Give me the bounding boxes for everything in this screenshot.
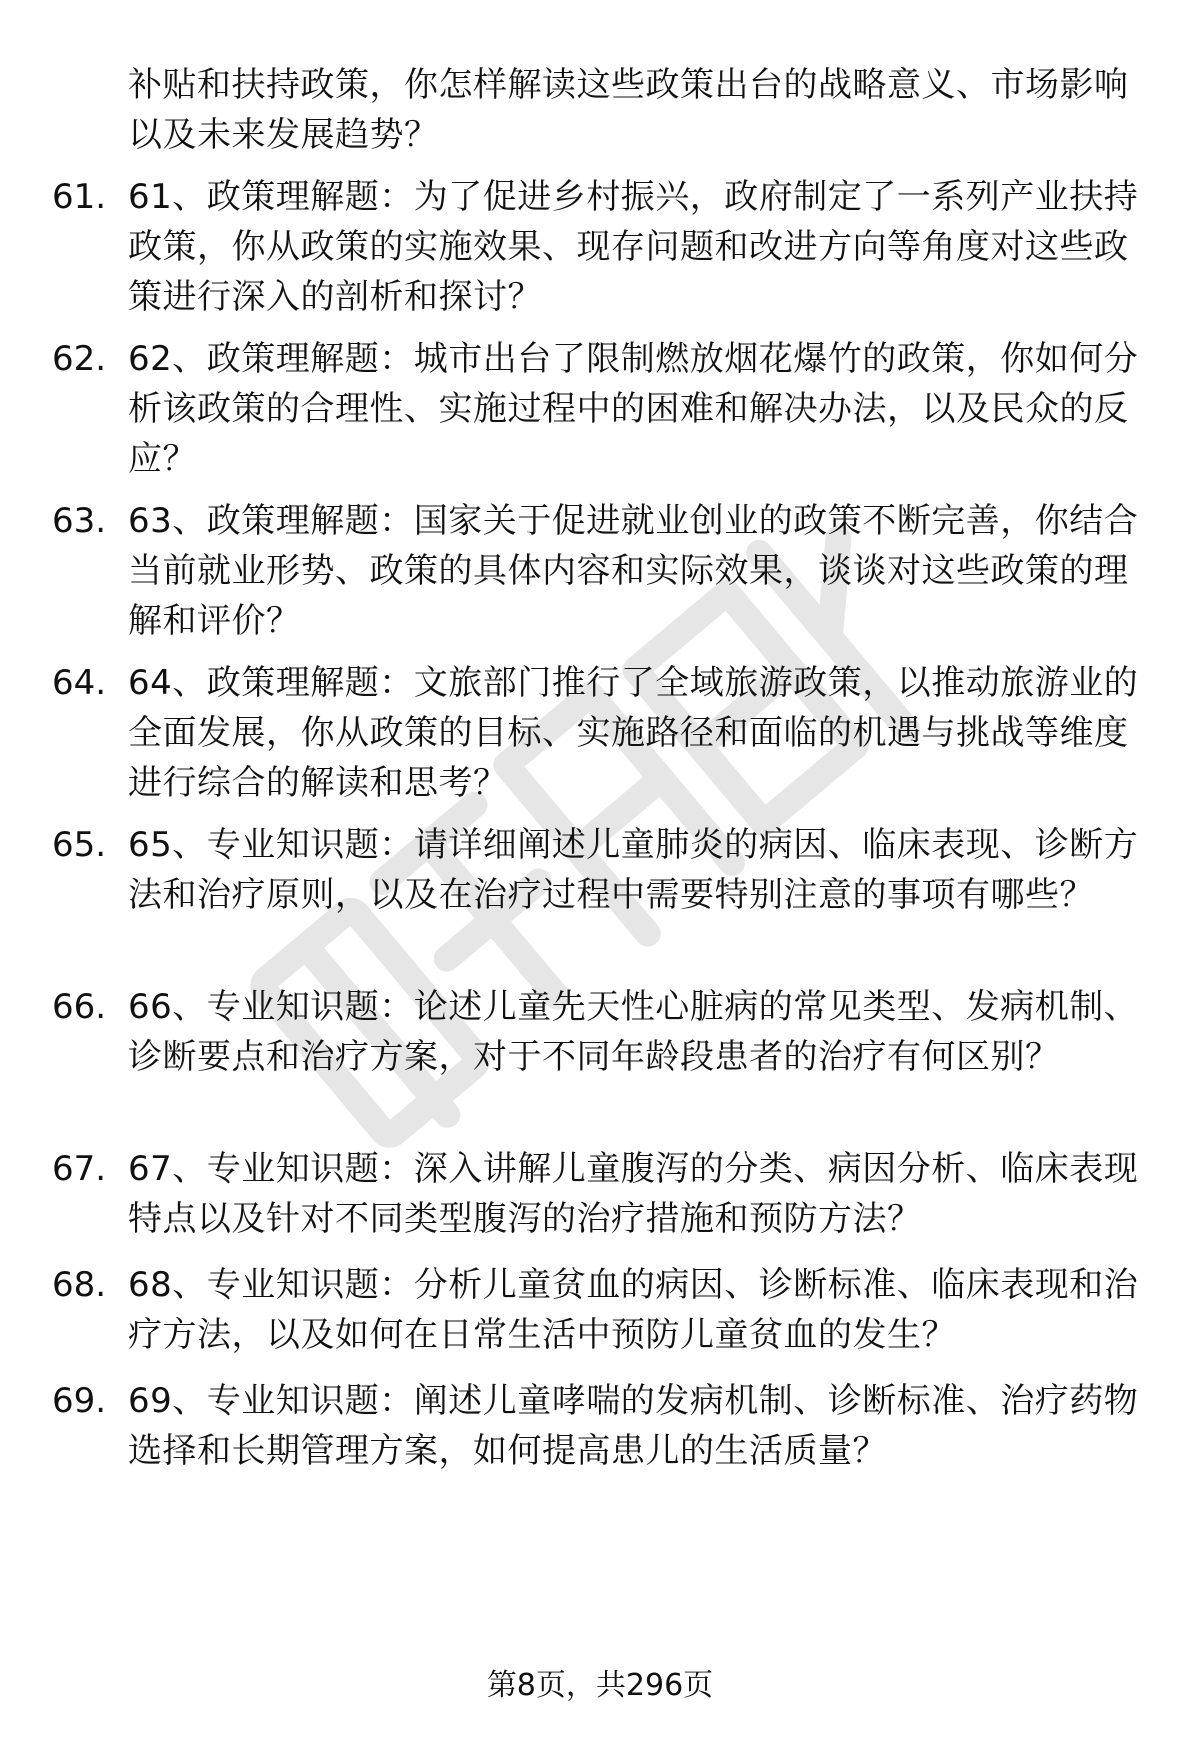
item-number: 68. xyxy=(52,1265,107,1305)
item-number: 63. xyxy=(52,501,107,541)
item-text: 64、政策理解题：文旅部门推行了全域旅游政策，以推动旅游业的全面发展，你从政策的目标、实施路径和面临的机遇与挑战等维度进行综合的解读和思考？ xyxy=(128,663,1139,803)
item-text: 68、专业知识题：分析儿童贫血的病因、诊断标准、临床表现和治疗方法，以及如何在日常生活中预防儿童贫血的发生？ xyxy=(128,1265,1139,1355)
item-text: 67、专业知识题：深入讲解儿童腹泻的分类、病因分析、临床表现特点以及针对不同类型腹泻的治疗措施和预防方法？ xyxy=(128,1149,1139,1239)
item-number: 65. xyxy=(52,825,107,865)
item-text: 63、政策理解题：国家关于促进就业创业的政策不断完善，你结合当前就业形势、政策的具体内容和实际效果，谈谈对这些政策的理解和评价？ xyxy=(128,501,1139,641)
item-text: 66、专业知识题：论述儿童先天性心脏病的常见类型、发病机制、诊断要点和治疗方案，对于不同年龄段患者的治疗有何区别？ xyxy=(128,987,1139,1077)
item-number: 67. xyxy=(52,1149,107,1189)
page-footer: 第8页，共296页 xyxy=(486,1668,714,1703)
item-text: 69、专业知识题：阐述儿童哮喘的发病机制、诊断标准、治疗药物选择和长期管理方案，如何提高患儿的生活质量？ xyxy=(128,1381,1139,1471)
item-text: 61、政策理解题：为了促进乡村振兴，政府制定了一系列产业扶持政策，你从政策的实施效果、现存问题和改进方向等角度对这些政策进行深入的剖析和探讨？ xyxy=(128,177,1139,317)
continuation-paragraph: 补贴和扶持政策，你怎样解读这些政策出台的战略意义、市场影响以及未来发展趋势？ xyxy=(128,65,1129,155)
item-text: 65、专业知识题：请详细阐述儿童肺炎的病因、临床表现、诊断方法和治疗原则，以及在治疗过程中需要特别注意的事项有哪些？ xyxy=(128,825,1139,915)
item-number: 69. xyxy=(52,1381,107,1421)
item-number: 64. xyxy=(52,663,107,703)
item-number: 62. xyxy=(52,339,107,379)
item-number: 66. xyxy=(52,987,107,1027)
item-number: 61. xyxy=(52,177,107,217)
item-text: 62、政策理解题：城市出台了限制燃放烟花爆竹的政策，你如何分析该政策的合理性、实施过程中的困难和解决办法，以及民众的反应？ xyxy=(128,339,1139,479)
